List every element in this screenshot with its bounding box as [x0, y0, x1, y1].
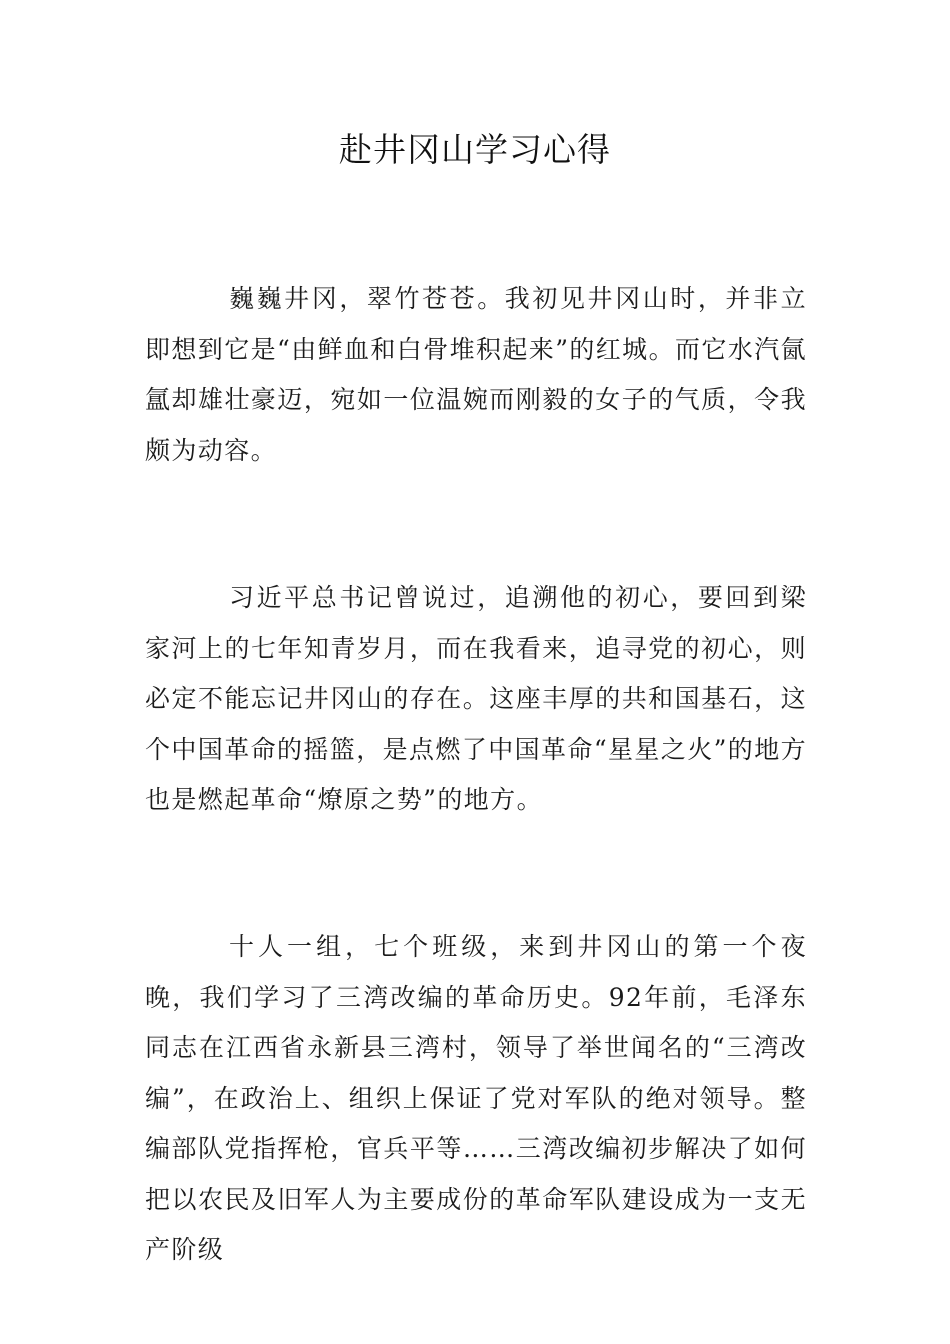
document-title: 赴井冈山学习心得	[339, 130, 611, 169]
paragraph-1: 巍巍井冈，翠竹苍苍。我初见井冈山时，并非立即想到它是“由鲜血和白骨堆积起来”的红城。而它水汽氤氲却雄壮豪迈，宛如一位温婉而刚毅的女子的气质，令我颇为动容。	[145, 284, 807, 465]
paragraph-2: 习近平总书记曾说过，追溯他的初心，要回到梁家河上的七年知青岁月，而在我看来，追寻党的初心，则必定不能忘记井冈山的存在。这座丰厚的共和国基石，这个中国革命的摇篮，是点燃了中国革命“星星之火”的地方也是燃起革命“燎原之势”的地方。	[145, 583, 807, 814]
paragraph-3: 十人一组，七个班级，来到井冈山的第一个夜晚，我们学习了三湾改编的革命历史。92年前，毛泽东同志在江西省永新县三湾村，领导了举世闻名的“三湾改编”，在政治上、组织上保证了党对军队的绝对领导。整编部队党指挥枪，官兵平等……三湾改编初步解决了如何把以农民及旧军人为主要成份的革命军队建设成为一支无产阶级	[145, 932, 807, 1264]
